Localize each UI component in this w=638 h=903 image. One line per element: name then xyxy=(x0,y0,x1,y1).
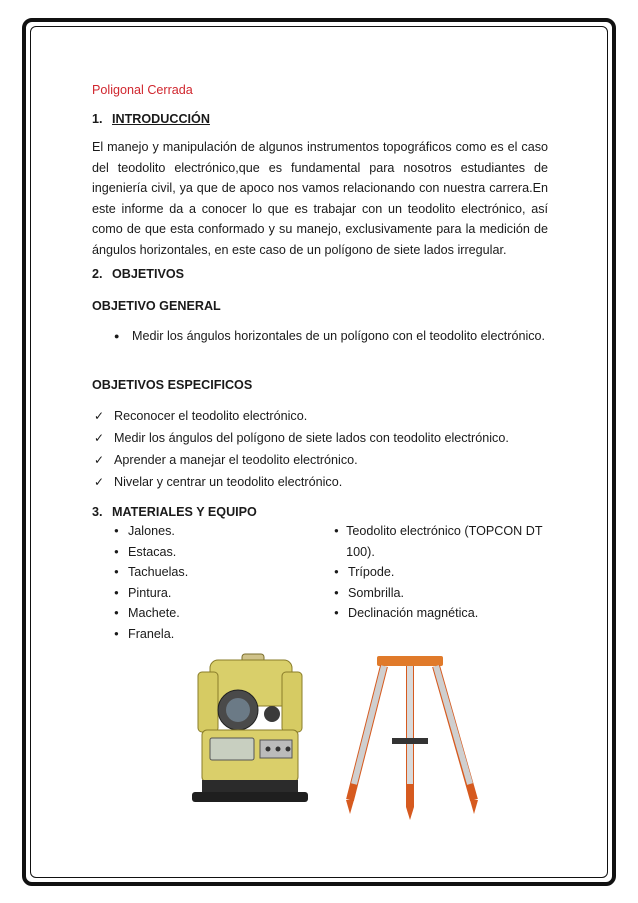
bullet-icon: ● xyxy=(114,628,119,638)
bullet-icon: ● xyxy=(114,546,119,556)
list-item: ● Trípode. xyxy=(334,562,544,583)
theodolite-and-tripod-illustration xyxy=(92,652,548,822)
bullet-icon: ● xyxy=(114,608,119,617)
checkmark-icon: ✓ xyxy=(94,475,105,489)
list-item: ✓ Nivelar y centrar un teodolito electrónico. xyxy=(94,471,550,493)
list-item: ● Teodolito electrónico (TOPCON DT 100). xyxy=(334,521,544,562)
bullet-icon: ● xyxy=(334,526,339,535)
list-item: ✓ Medir los ángulos del polígono de siete lados con teodolito electrónico. xyxy=(94,427,550,449)
list-item: ● Franela. xyxy=(114,624,314,645)
general-objective-heading: OBJETIVO GENERAL xyxy=(92,299,221,313)
list-item: ✓ Aprender a manejar el teodolito electrónico. xyxy=(94,449,550,471)
list-item: ● Estacas. xyxy=(114,542,314,563)
bullet-icon: ● xyxy=(114,526,119,535)
bullet-icon: ● xyxy=(334,608,339,617)
bullet-icon: ● xyxy=(334,587,339,597)
bullet-icon: ● xyxy=(114,567,119,576)
checkmark-icon: ✓ xyxy=(94,453,105,467)
checkmark-icon: ✓ xyxy=(94,431,105,445)
introduction-paragraph: El manejo y manipulación de algunos instrumentos topográficos como es el caso del teodolito electrónico,que es fundamental para nosotros estudiantes de ingeniería civil, ya que de apoco nos vamos relacionando con nuestra carrera.En este informe da a conocer lo que es trabajar con un teodolito electrónico, así como de que esta conformado y su manejo, exclusivamente para la medición de ángulos horizontales, en este caso de un polígono de siete lados irregular. xyxy=(92,140,548,257)
theodolite-image xyxy=(192,654,308,802)
bullet-icon: ● xyxy=(114,587,119,597)
list-item: ● Jalones. xyxy=(114,521,314,542)
list-item: ● Declinación magnética. xyxy=(334,603,544,624)
tripod-image xyxy=(346,656,478,820)
section-1-heading: 1. INTRODUCCIÓN xyxy=(92,112,210,126)
equipment-photos xyxy=(92,652,548,822)
list-item: ● Tachuelas. xyxy=(114,562,314,583)
list-item: ✓ Reconocer el teodolito electrónico. xyxy=(94,405,550,427)
checkmark-icon: ✓ xyxy=(94,409,105,423)
list-item: ● Sombrilla. xyxy=(334,583,544,604)
list-item: ● Machete. xyxy=(114,603,314,624)
materials-list-right xyxy=(334,521,544,624)
general-objective-item: ● Medir los ángulos horizontales de un polígono con el teodolito electrónico. xyxy=(114,326,548,347)
specific-objectives-heading: OBJETIVOS ESPECIFICOS xyxy=(92,378,253,392)
section-2-heading: 2. OBJETIVOS xyxy=(92,267,185,281)
specific-objectives-list xyxy=(94,405,550,493)
list-item: ● Pintura. xyxy=(114,583,314,604)
bullet-icon: ● xyxy=(334,567,339,576)
section-3-heading: 3. MATERIALES Y EQUIPO xyxy=(92,505,257,519)
document-title: Poligonal Cerrada xyxy=(92,83,193,97)
materials-list-left xyxy=(114,521,314,644)
bullet-icon: ● xyxy=(114,331,120,341)
